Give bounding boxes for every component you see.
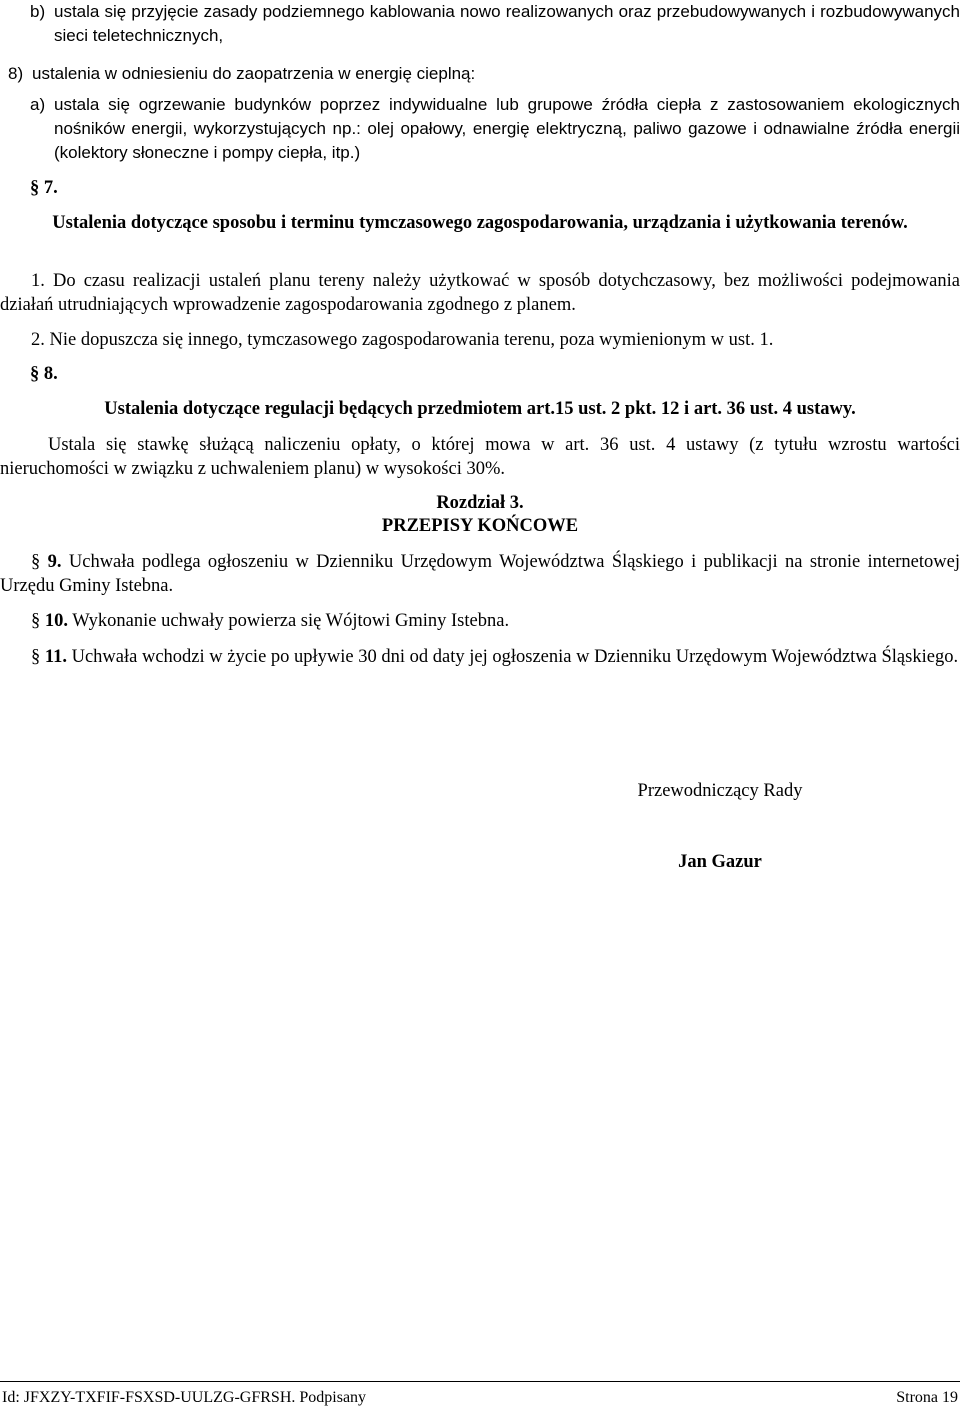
- item-8-label: 8): [8, 64, 24, 83]
- item-a-text: ustala się ogrzewanie budynków poprzez indywidualne lub grupowe źródła ciepła z zastosowaniem ekologicznych nośników energii, wykorzystujących np.: olej opałowy, energię elektryczną, paliwo gazowe i odnawialne źródła energii (kolektory słoneczne i pompy ciepła, itp.): [54, 95, 960, 162]
- item-b-label: b): [30, 2, 46, 21]
- p1-text: Do czasu realizacji ustaleń planu tereny należy użytkować w sposób dotychczasowy, bez możliwości podejmowania działań utrudniających wprowadzenie zagospodarowania zgodnego z planem.: [0, 271, 960, 315]
- section-11-text: Uchwała wchodzi w życie po upływie 30 dni od daty jej ogłoszenia w Dzienniku Urzędowym Województwa Śląskiego.: [71, 647, 959, 667]
- section-10-text: Wykonanie uchwały powierza się Wójtowi Gminy Istebna.: [72, 611, 510, 631]
- footer-page-number: Strona 19: [896, 1389, 958, 1406]
- section-7-number: [30, 176, 58, 200]
- section-7-paragraph-2: [31, 328, 960, 352]
- paragraph-sign: §: [31, 647, 45, 667]
- paragraph-sign: §: [31, 611, 45, 631]
- section-10: [31, 609, 960, 633]
- section-9-number: 9.: [47, 552, 62, 572]
- signature-role: Przewodniczący Rady: [637, 781, 803, 801]
- p1-number: 1.: [31, 271, 45, 291]
- p2-text: Nie dopuszcza się innego, tymczasowego zagospodarowania terenu, poza wymienionym w ust. 1.: [49, 330, 774, 350]
- section-8-text: Ustala się stawkę służącą naliczeniu opłaty, o której mowa w art. 36 ust. 4 ustawy (z tytułu wzrostu wartości nieruchomości w związku z uchwaleniem planu) w wysokości 30%.: [0, 435, 960, 479]
- chapter-title: PRZEPISY KOŃCOWE: [381, 516, 579, 536]
- section-7-num: 7.: [43, 178, 58, 198]
- section-7-paragraph-1: [0, 269, 960, 317]
- item-8-text: ustalenia w odniesieniu do zaopatrzenia w energię cieplną:: [32, 64, 476, 83]
- section-8-num: 8.: [43, 364, 58, 384]
- section-9-text: Uchwała podlega ogłoszeniu w Dzienniku Urzędowym Województwa Śląskiego i publikacji na stronie internetowej Urzędu Gminy Istebna.: [0, 552, 960, 596]
- footer-divider: [0, 1381, 960, 1382]
- footer-id: Id: JFXZY-TXFIF-FSXSD-UULZG-GFRSH. Podpisany: [2, 1389, 367, 1406]
- section-10-number: 10.: [44, 611, 68, 631]
- chapter-label: Rozdział 3.: [436, 493, 524, 513]
- item-b-text: ustala się przyjęcie zasady podziemnego kablowania nowo realizowanych oraz przebudowywanych i rozbudowywanych sieci teletechnicznych,: [54, 2, 960, 45]
- paragraph-sign: §: [30, 178, 44, 198]
- p2-number: 2.: [31, 330, 45, 350]
- section-9: [0, 550, 960, 598]
- section-8-number: [30, 362, 58, 386]
- paragraph-sign: §: [31, 552, 48, 572]
- item-a-label: a): [30, 95, 46, 114]
- section-7-title: Ustalenia dotyczące sposobu i terminu tymczasowego zagospodarowania, urządzania i użytkowania terenów.: [52, 213, 908, 233]
- section-8-title: Ustalenia dotyczące regulacji będących przedmiotem art.15 ust. 2 pkt. 12 i art. 36 ust. 4 ustawy.: [104, 399, 856, 419]
- paragraph-sign: §: [30, 364, 44, 384]
- signature-name: Jan Gazur: [678, 852, 762, 872]
- section-11-number: 11.: [44, 647, 67, 667]
- section-11: [0, 645, 960, 669]
